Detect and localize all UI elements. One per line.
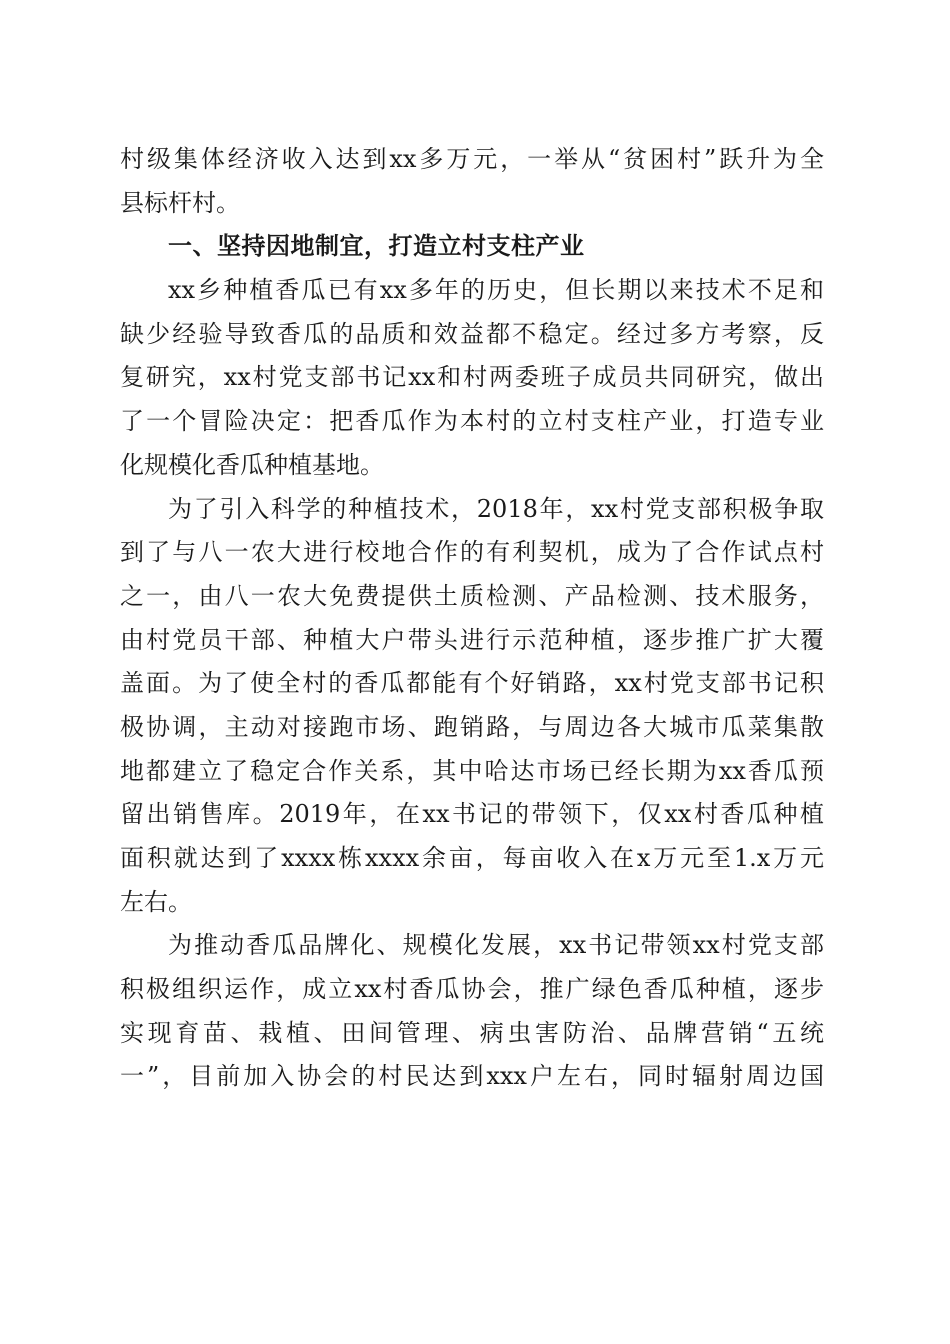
text-line: 留出销售库。2019年，在xx书记的带领下，仅xx村香瓜种植 — [120, 800, 824, 829]
text-line: 为了引入科学的种植技术，2018年，xx村党支部积极争取 — [168, 494, 824, 523]
text-line: 缺少经验导致香瓜的品质和效益都不稳定。经过多方考察，反 — [120, 319, 824, 348]
text-line: 面积就达到了xxxx栋xxxx余亩，每亩收入在x万元至1.x万元 — [120, 844, 824, 872]
text-line: 县标杆村。 — [120, 188, 240, 217]
section-heading: 一、坚持因地制宜，打造立村支柱产业 — [168, 232, 585, 261]
text-line: 一”，目前加入协会的村民达到xxx户左右，同时辐射周边国 — [120, 1062, 824, 1091]
text-line: 实现育苗、栽植、田间管理、病虫害防治、品牌营销“五统 — [120, 1018, 824, 1047]
text-line: 盖面。为了使全村的香瓜都能有个好销路，xx村党支部书记积 — [120, 669, 824, 698]
text-line: 复研究，xx村党支部书记xx和村两委班子成员共同研究，做出 — [120, 363, 824, 392]
text-line: 村级集体经济收入达到xx多万元，一举从“贫困村”跃升为全 — [120, 145, 824, 173]
text-line: 左右。 — [120, 887, 192, 916]
text-line: 之一，由八一农大免费提供土质检测、产品检测、技术服务， — [120, 581, 824, 610]
text-line: 由村党员干部、种植大户带头进行示范种植，逐步推广扩大覆 — [120, 625, 824, 654]
text-line: xx乡种植香瓜已有xx多年的历史，但长期以来技术不足和 — [168, 276, 824, 305]
text-line: 积极组织运作，成立xx村香瓜协会，推广绿色香瓜种植，逐步 — [120, 975, 824, 1004]
text-line: 为推动香瓜品牌化、规模化发展，xx书记带领xx村党支部 — [168, 931, 824, 960]
text-line: 到了与八一农大进行校地合作的有利契机，成为了合作试点村 — [120, 538, 824, 567]
document-body — [120, 138, 824, 1099]
text-line: 极协调，主动对接跑市场、跑销路，与周边各大城市瓜菜集散 — [120, 712, 824, 741]
text-line: 化规模化香瓜种植基地。 — [120, 450, 384, 479]
text-line: 了一个冒险决定：把香瓜作为本村的立村支柱产业，打造专业 — [120, 407, 824, 436]
text-line: 地都建立了稳定合作关系，其中哈达市场已经长期为xx香瓜预 — [120, 756, 824, 785]
